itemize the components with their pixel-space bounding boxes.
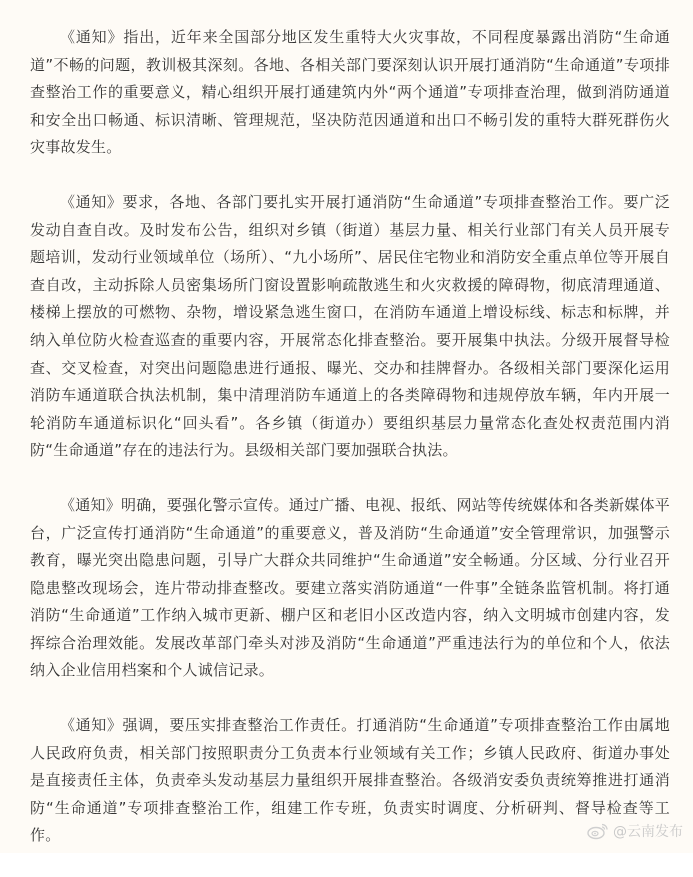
weibo-icon <box>587 822 609 840</box>
watermark-text: @云南发布 <box>613 824 683 840</box>
watermark <box>587 821 683 841</box>
paragraph-2: 《通知》要求，各地、各部门要扎实开展打通消防“生命通道”专项排查整治工作。要广泛发动自查自改。及时发布公告，组织对乡镇（街道）基层力量、相关行业部门有关人员开展专题培训，发动行业领域单位（场所）、“九小场所”、居民住宅物业和消防安全重点单位等开展自查自改，主动拆除人员密集场所门窗设置影响疏散逃生和火灾救援的障碍物，彻底清理通道、楼梯上摆放的可燃物、杂物，增设紧急逃生窗口，在消防车通道上增设标线、标志和标牌，并纳入单位防火检查巡查的重要内容，开展常态化排查整治。要开展集中执法。分级开展督导检查、交叉检查，对突出问题隐患进行通报、曝光、交办和挂牌督办。各级相关部门要深化运用消防车通道联合执法机制，集中清理消防车通道上的各类障碍物和违规停放车辆，年内开展一轮消防车通道标识化“回头看”。各乡镇（街道办）要组织基层力量常态化查处权责范围内消防“生命通道”存在的违法行为。县级相关部门要加强联合执法。 <box>30 192 670 460</box>
paragraph-3: 《通知》明确，要强化警示宣传。通过广播、电视、报纸、网站等传统媒体和各类新媒体平台，广泛宣传打通消防“生命通道”的重要意义，普及消防“生命通道”安全管理常识，加强警示教育，曝光突出隐患问题，引导广大群众共同维护“生命通道”安全畅通。分区域、分行业召开隐患整改现场会，连片带动排查整改。要建立落实消防通道“一件事”全链条监管机制。将打通消防“生命通道”工作纳入城市更新、棚户区和老旧小区改造内容，纳入文明城市创建内容，发挥综合治理效能。发展改革部门牵头对涉及消防“生命通道”严重违法行为的单位和个人，依法纳入企业信用档案和个人诚信记录。 <box>30 495 671 680</box>
paragraph-1: 《通知》指出，近年来全国部分地区发生重特大火灾事故，不同程度暴露出消防“生命通道”不畅的问题，教训极其深刻。各地、各相关部门要深刻认识开展打通消防“生命通道”专项排查整治工作的重要意义，精心组织开展打通建筑内外“两个通道”专项排查治理，做到消防通道和安全出口畅通、标识清晰、管理规范，坚决防范因通道和出口不畅引发的重特大群死群伤火灾事故发生。 <box>30 28 670 157</box>
paragraph-4: 《通知》强调，要压实排查整治工作责任。打通消防“生命通道”专项排查整治工作由属地人民政府负责，相关部门按照职责分工负责本行业领域有关工作；乡镇人民政府、街道办事处是直接责任主体，负责牵头发动基层力量组织开展排查整治。各级消安委负责统筹推进打通消防“生命通道”专项排查整治工作，组建工作专班，负责实时调度、分析研判、督导检查等工作。 <box>30 716 670 845</box>
article-body <box>30 24 670 877</box>
